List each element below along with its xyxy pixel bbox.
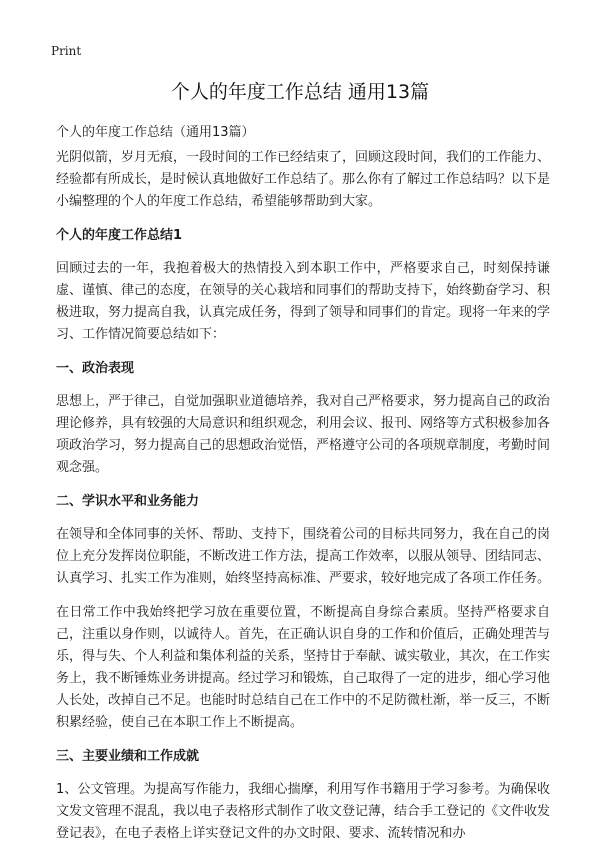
learning-heading: 二、学识水平和业务能力 [56,494,200,509]
section-heading: 个人的年度工作总结1 [56,228,183,243]
document-subtitle: 个人的年度工作总结（通用13篇） [56,125,255,140]
print-link[interactable]: Print [51,44,82,58]
page-title: 个人的年度工作总结 通用13篇 [170,81,430,103]
politics-paragraph: 思想上，严于律己，自觉加强职业道德培养，我对自己严格要求，努力提高自己的政治理论修养，具有较强的大局意识和组织观念，利用会议、报刊、网络等方式积极参加各项政治学习，努力提高自己的思想政治觉悟，严格遵守公司的各项规章制度，考勤时间观念强。 [56,394,551,475]
results-paragraph: 1、公文管理。为提高写作能力，我细心揣摩，利用写作书籍用于学习参考。为确保收文发文管理不混乱，我以电子表格形式制作了收文登记薄，结合手工登记的《文件收发登记表》，在电子表格上详实登记文件的办文时限、要求、流转情况和办 [56,782,551,841]
intro-paragraph: 光阴似箭，岁月无痕，一段时间的工作已经结束了，回顾这段时间，我们的工作能力、经验都有所成长，是时候认真地做好工作总结了。那么你有了解过工作总结吗？以下是小编整理的个人的年度工作总结，希望能够帮助到大家。 [56,150,551,209]
learning-paragraph: 在日常工作中我始终把学习放在重要位置，不断提高自身综合素质。坚持严格要求自己，注重以身作则，以诚待人。首先，在正确认识自身的工作和价值后，正确处理苦与乐，得与失、个人利益和集体利益的关系，坚持甘于奉献、诚实敬业，其次，在工作实务上，我不断锤炼业务讲提高。经过学习和锻炼，自己取得了一定的进步，细心学习他人长处，改掉自己不足。也能时时总结自己在工作中的不足防微杜渐，举一反三，不断积累经验，使自己在本职工作上不断提高。 [56,605,551,730]
politics-heading: 一、政治表现 [56,361,135,376]
article-body [56,147,550,857]
results-heading: 三、主要业绩和工作成就 [56,749,200,764]
learning-paragraph: 在领导和全体同事的关怀、帮助、支持下，围绕着公司的目标共同努力，我在自己的岗位上充分发挥岗位职能，不断改进工作方法，提高工作效率，以服从领导、团结同志、认真学习、扎实工作为准则，始终坚持高标准、严要求，较好地完成了各项工作任务。 [56,527,551,586]
section-paragraph: 回顾过去的一年，我抱着极大的热情投入到本职工作中，严格要求自己，时刻保持谦虚、谨慎、律己的态度，在领导的关心栽培和同事们的帮助支持下，始终勤奋学习、积极进取，努力提高自我，认真完成任务，得到了领导和同事们的肯定。现将一年来的学习、工作情况简要总结如下： [56,261,551,342]
